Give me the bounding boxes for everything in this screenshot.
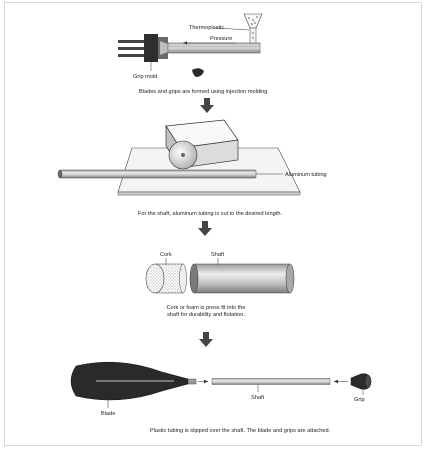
- mold-plate-mid: [118, 47, 146, 50]
- shaft-far-end: [286, 264, 294, 293]
- saw-arbor: [181, 153, 185, 157]
- label-shaft-step-4: Shaft: [251, 395, 265, 401]
- cork-end: [180, 264, 187, 293]
- label-blade: Blade: [101, 411, 116, 417]
- hopper-neck: [250, 28, 256, 43]
- flow-arrow-2: [198, 221, 212, 236]
- cork-face: [146, 264, 164, 293]
- assembly-illustration: [71, 362, 371, 408]
- grip-cap: [365, 375, 371, 388]
- mold-plate-bottom: [118, 54, 146, 57]
- cork-illustration: [146, 258, 294, 293]
- caption-step-3-line-1: Cork or foam is press fit into the: [166, 305, 246, 311]
- label-thermoplastic: Thermoplastic: [189, 25, 225, 31]
- label-grip: Grip: [354, 397, 365, 403]
- injection-molding-illustration: [118, 14, 262, 77]
- flow-arrow-1: [200, 98, 214, 113]
- label-pressure: Pressure: [210, 36, 233, 42]
- hopper: [244, 14, 262, 28]
- caption-step-1: Blades and grips are formed using injection molding.: [139, 89, 269, 95]
- cutting-illustration: [58, 120, 300, 195]
- paddle-shaft: [212, 379, 330, 385]
- tube-end: [58, 170, 62, 178]
- caption-step-4: Plastic tubing is slipped over the shaft. The blade and grips are attached.: [149, 428, 331, 434]
- label-grip-mold: Grip mold: [133, 74, 158, 80]
- shaft-tube: [194, 264, 290, 293]
- label-cork: Cork: [160, 252, 172, 258]
- caption-step-3-line-2: shaft for durability and flotation.: [167, 312, 245, 318]
- flow-arrow-3: [199, 332, 213, 347]
- injection-screw: [168, 46, 260, 50]
- mold-plate-top: [118, 40, 146, 43]
- caption-step-2: For the shaft, aluminum tubing is cut to the desired length.: [138, 211, 282, 217]
- cutting-table-edge: [118, 192, 300, 195]
- grip-part: [192, 68, 204, 77]
- shaft-opening: [190, 264, 198, 293]
- label-aluminum-tubing: Aluminum tubing: [285, 172, 327, 178]
- label-shaft-step-3: Shaft: [211, 252, 225, 258]
- aluminum-tube: [60, 170, 256, 178]
- blade-ferrule: [188, 379, 196, 384]
- grip-mold-block: [144, 34, 158, 62]
